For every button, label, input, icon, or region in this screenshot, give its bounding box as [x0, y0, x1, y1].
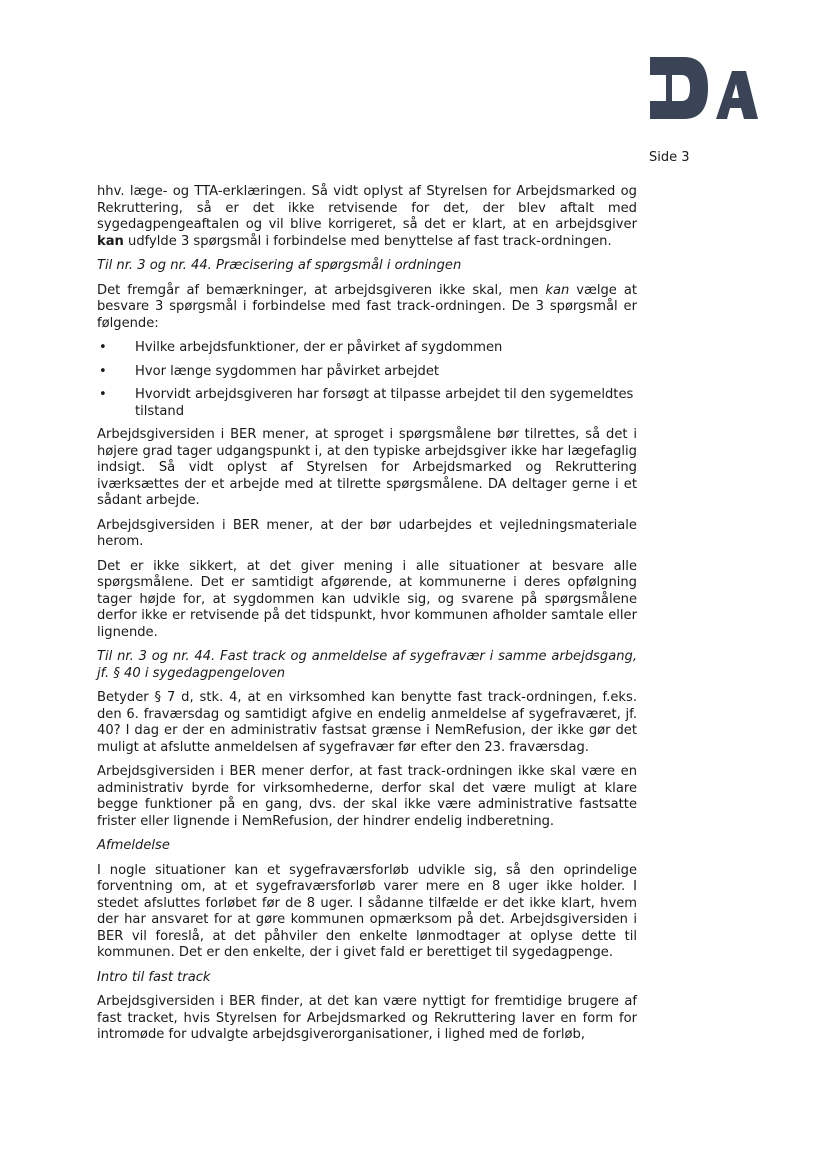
text-run: udfylde 3 spørgsmål i forbindelse med benyttelse af fast track-ordningen.: [123, 233, 612, 249]
emphasis-bold: kan: [97, 233, 124, 249]
list-item-text: Hvorvidt arbejdsgiveren har forsøgt at tilpasse arbejdet til den sygemeldtes tilstand: [135, 387, 634, 419]
paragraph: I nogle situationer kan et sygefraværsforløb udvikle sig, så den oprindelige forventning om, at et sygefraværsforløb varer mere en 8 uger ikke holder. I stedet afsluttes forløbet før de 8 uger. I sådanne tilfælde er det ikke klart, hvem der har ansvaret for at gøre kommunen opmærksom på det. Arbejdsgiversiden i BER vil foreslå, at det påhviler den enkelte lønmodtager at oplyse dette til kommunen. Det er den enkelte, der i givet fald er berettiget til sygedagpenge.: [97, 862, 637, 960]
list-item: [97, 387, 637, 420]
paragraph: [97, 184, 637, 250]
text-run: Det fremgår af bemærkninger, at arbejdsgiveren ikke skal, men: [97, 282, 546, 298]
paragraph: Arbejdsgiversiden i BER finder, at det kan være nyttigt for fremtidige brugere af fast tracket, hvis Styrelsen for Arbejdsmarked og Rekruttering laver en form for intromøde for udvalgte arbejdsgiverorganisationer, i lighed med de forløb,: [97, 994, 637, 1042]
text-run: hhv. læge- og TTA-erklæringen. Så vidt oplyst af Styrelsen for Arbejdsmarked og Rekruttering, så er det ikke retvisende for det, der blev aftalt med sygedagpengeaftalen og vil blive korrigeret, så det er klart, at en arbejdsgiver: [97, 184, 637, 232]
section-heading: Intro til fast track: [97, 969, 211, 985]
logo-d-shape: [650, 57, 708, 119]
list-item-text: Hvor længe sygdommen har påvirket arbejdet: [135, 363, 440, 379]
da-logo: [650, 57, 758, 119]
page-number: Side 3: [649, 150, 690, 165]
document-body: [97, 184, 637, 1052]
list-item-text: Hvilke arbejdsfunktioner, der er påvirket af sygdommen: [135, 340, 503, 355]
paragraph: Det er ikke sikkert, at det giver mening i alle situationer at besvare alle spørgsmålene. Det er samtidigt afgørende, at kommunerne i deres opfølgning tager højde for, at sygdommen kan udvikle sig, og svarene på spørgsmålene derfor ikke er retvisende på det tidspunkt, hvor kommunen afholder samtale eller lignende.: [97, 558, 637, 640]
bullet-icon: •: [99, 340, 107, 355]
bullet-icon: •: [99, 363, 107, 379]
text-run: vælge at besvare 3 spørgsmål i forbindelse med fast track-ordningen. De 3 spørgsmål er følgende:: [97, 282, 637, 331]
paragraph: Betyder § 7 d, stk. 4, at en virksomhed kan benytte fast track-ordningen, f.eks. den 6. fraværsdag og samtidigt afgive en endelig anmeldelse af sygefraværet, jf. 40? I dag er der en administrativ fastsat grænse i NemRefusion, der ikke gør det muligt at afslutte anmeldelsen af sygefravær før efter den 23. fraværsdag.: [97, 690, 637, 755]
paragraph: Arbejdsgiversiden i BER mener, at der bør udarbejdes et vejledningsmateriale herom.: [97, 517, 637, 549]
paragraph: Arbejdsgiversiden i BER mener, at sproget i spørgsmålene bør tilrettes, så det i højere grad tager udgangspunkt i, at den typiske arbejdsgiver ikke har lægefaglig indsigt. Så vidt oplyst af Styrelsen for Arbejdsmarked og Rekruttering iværksættes der et arbejde med at tilrette spørgsmålene. DA deltager gerne i et sådant arbejde.: [97, 427, 637, 508]
paragraph: Arbejdsgiversiden i BER mener derfor, at fast track-ordningen ikke skal være en administrativ byrde for virksomhederne, derfor skal det være muligt at klare begge funktioner på en gang, dvs. der skal ikke være administrative fastsatte frister eller lignende i NemRefusion, der hindrer endelig indberetning.: [97, 764, 637, 829]
paragraph: [97, 283, 637, 333]
bullet-icon: •: [99, 387, 107, 402]
list-item: [97, 364, 637, 381]
question-list: [97, 340, 637, 420]
section-heading: Til nr. 3 og nr. 44. Præcisering af spørgsmål i ordningen: [97, 258, 462, 273]
section-heading: Til nr. 3 og nr. 44. Fast track og anmeldelse af sygefravær i samme arbejdsgang, jf. § 40 i sygedagpengeloven: [97, 649, 637, 681]
section-heading: Afmeldelse: [97, 838, 170, 853]
list-item: [97, 340, 637, 357]
emphasis-italic: kan: [545, 282, 570, 298]
logo-a-shape: [716, 71, 758, 119]
